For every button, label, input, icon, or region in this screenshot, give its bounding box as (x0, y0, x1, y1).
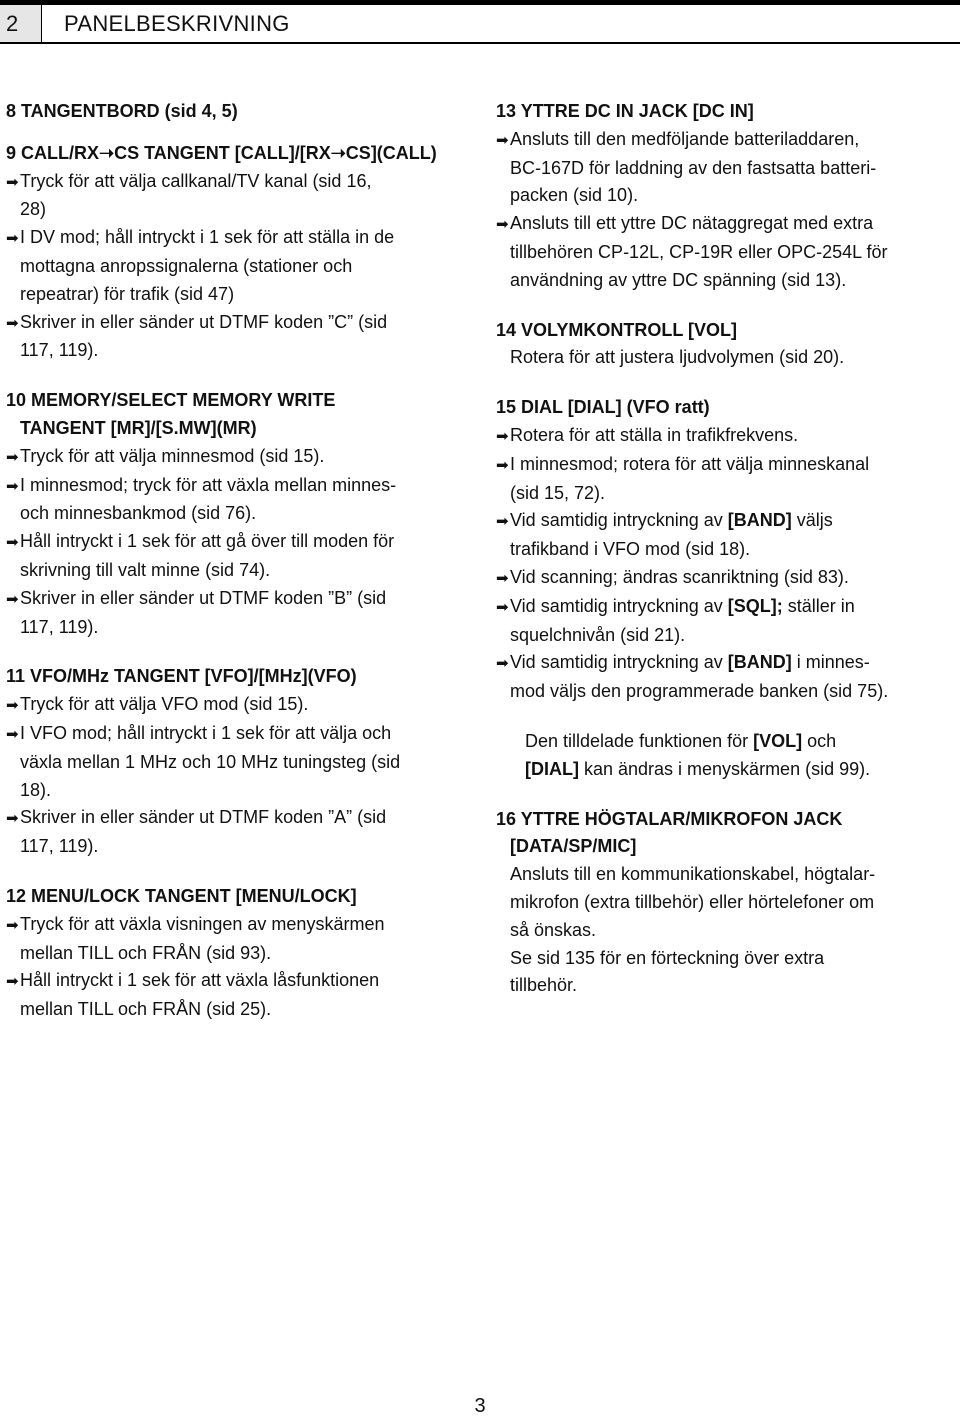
bullet-continuation: 117, 119). (20, 340, 99, 361)
section-15 (496, 394, 958, 783)
bullet-continuation: växla mellan 1 MHz och 10 MHz tuningsteg (sid (20, 751, 401, 772)
section-14 (496, 317, 958, 373)
bullet-continuation: BC-167D för laddning av den fastsatta batteri- (510, 157, 877, 178)
section-text: Ansluts till en kommunikationskabel, högtalar- (510, 864, 876, 885)
arrow-right-icon: ➡ (496, 456, 509, 474)
bullet-item: ➡Vid scanning; ändras scanriktning (sid 83). (496, 564, 958, 593)
arrow-right-icon: ➡ (6, 973, 19, 991)
arrow-right-icon: ➡ (496, 216, 509, 234)
bullet-continuation: 117, 119). (20, 616, 99, 637)
section-title: 14 VOLYMKONTROLL [VOL] (496, 319, 738, 340)
section-title: 13 YTTRE DC IN JACK [DC IN] (496, 101, 754, 121)
arrow-right-icon: ➡ (6, 590, 19, 608)
bullet-continuation: 117, 119). (20, 836, 99, 857)
section-16 (496, 806, 958, 1001)
arrow-right-icon: ➡ (496, 598, 509, 616)
section-title: 16 YTTRE HÖGTALAR/MIKROFON JACK (496, 808, 843, 829)
arrow-right-icon: ➡ (6, 534, 19, 552)
section-title: 11 VFO/MHz TANGENT [VFO]/[MHz](VFO) (6, 666, 357, 687)
section-12 (6, 883, 470, 1024)
chapter-header (0, 0, 960, 44)
bullet-continuation: mod väljs den programmerade banken (sid 75). (510, 681, 889, 702)
section-title: [DATA/SP/MIC] (510, 836, 637, 857)
bullet-continuation: (sid 15, 72). (510, 482, 606, 503)
bullet-item: ➡Vid samtidig intryckning av [SQL]; ställer in (496, 593, 958, 622)
section-title: 10 MEMORY/SELECT MEMORY WRITE (6, 390, 336, 411)
bullet-item: ➡Tryck för att växla visningen av menyskärmen (6, 911, 470, 940)
section-title: 8 TANGENTBORD (sid 4, 5) (6, 101, 238, 121)
arrow-right-icon: ➡ (6, 810, 19, 828)
note: [DIAL] kan ändras i menyskärmen (sid 99). (525, 758, 871, 779)
bullet-continuation: tillbehören CP-12L, CP-19R eller OPC-254L för (510, 241, 888, 262)
arrow-right-icon: ➡ (6, 725, 19, 743)
bullet-item: ➡Vid samtidig intryckning av [BAND] väljs (496, 507, 958, 536)
bullet-item: ➡Håll intryckt i 1 sek för att växla låsfunktionen (6, 967, 470, 996)
arrow-right-icon: ➡ (496, 655, 509, 673)
chapter-number: 2 (0, 5, 42, 42)
bullet-item: ➡Tryck för att välja VFO mod (sid 15). (6, 691, 470, 720)
bullet-item: ➡I minnesmod; tryck för att växla mellan minnes- (6, 472, 470, 501)
section-title: 12 MENU/LOCK TANGENT [MENU/LOCK] (6, 885, 357, 906)
bullet-continuation: mottagna anropssignalerna (stationer och (20, 255, 353, 276)
bullet-item: ➡Ansluts till den medföljande batteriladdaren, (496, 126, 958, 155)
arrow-right-icon: ➡ (496, 513, 509, 531)
section-10 (6, 387, 470, 641)
arrow-right-icon: ➡ (6, 230, 19, 248)
section-8 (6, 98, 470, 126)
bullet-continuation: 18). (20, 779, 52, 800)
page-number: 3 (474, 1395, 486, 1417)
arrow-right-icon: ➡ (496, 427, 509, 445)
bullet-item: ➡Skriver in eller sänder ut DTMF koden ”A” (sid (6, 804, 470, 833)
bullet-item: ➡Skriver in eller sänder ut DTMF koden ”C” (sid (6, 309, 470, 338)
bullet-continuation: och minnesbankmod (sid 76). (20, 503, 257, 524)
bullet-continuation: repeatrar) för trafik (sid 47) (20, 283, 235, 304)
section-text: mikrofon (extra tillbehör) eller hörtelefoner om (510, 891, 875, 912)
bullet-continuation: 28) (20, 199, 47, 220)
bullet-continuation: skrivning till valt minne (sid 74). (20, 559, 271, 580)
bullet-item: ➡Ansluts till ett yttre DC nätaggregat med extra (496, 210, 958, 239)
bullet-continuation: mellan TILL och FRÅN (sid 93). (20, 942, 272, 963)
bullet-item: ➡I VFO mod; håll intryckt i 1 sek för att välja och (6, 720, 470, 749)
section-title: 9 CALL/RX➝CS TANGENT [CALL]/[RX➝CS](CALL) (6, 142, 437, 163)
section-text: Se sid 135 för en förteckning över extra (510, 947, 825, 968)
bullet-item: ➡I minnesmod; rotera för att välja minneskanal (496, 451, 958, 480)
arrow-right-icon: ➡ (6, 916, 19, 934)
arrow-right-icon: ➡ (6, 314, 19, 332)
section-text: tillbehör. (510, 975, 578, 996)
section-title: 15 DIAL [DIAL] (VFO ratt) (496, 397, 710, 418)
bullet-continuation: trafikband i VFO mod (sid 18). (510, 539, 751, 560)
arrow-right-icon: ➡ (6, 448, 19, 466)
arrow-right-icon: ➡ (6, 173, 19, 191)
bullet-item: ➡Tryck för att välja callkanal/TV kanal (sid 16, (6, 168, 470, 197)
bullet-continuation: packen (sid 10). (510, 185, 639, 206)
bullet-item: ➡Håll intryckt i 1 sek för att gå över till moden för (6, 528, 470, 557)
section-9 (6, 140, 470, 365)
bullet-item: ➡Rotera för att ställa in trafikfrekvens. (496, 422, 958, 451)
note: Den tilldelade funktionen för [VOL] och (525, 730, 837, 751)
bullet-continuation: användning av yttre DC spänning (sid 13). (510, 269, 847, 290)
chapter-title: PANELBESKRIVNING (64, 11, 290, 36)
bullet-continuation: mellan TILL och FRÅN (sid 25). (20, 999, 272, 1020)
bullet-item: ➡I DV mod; håll intryckt i 1 sek för att ställa in de (6, 224, 470, 253)
section-11 (6, 663, 470, 861)
arrow-right-icon: ➡ (6, 477, 19, 495)
arrow-right-icon: ➡ (6, 697, 19, 715)
bullet-item: ➡Tryck för att välja minnesmod (sid 15). (6, 443, 470, 472)
bullet-item: ➡Skriver in eller sänder ut DTMF koden ”B” (sid (6, 585, 470, 614)
section-text: Rotera för att justera ljudvolymen (sid 20). (510, 347, 845, 368)
left-column (6, 98, 470, 1024)
section-text: så önskas. (510, 919, 597, 940)
bullet-continuation: squelchnivån (sid 21). (510, 624, 686, 645)
section-13 (496, 98, 958, 295)
section-title: TANGENT [MR]/[S.MW](MR) (20, 417, 257, 438)
right-column (496, 98, 958, 1000)
bullet-item: ➡Vid samtidig intryckning av [BAND] i minnes- (496, 649, 958, 678)
arrow-right-icon: ➡ (496, 131, 509, 149)
arrow-right-icon: ➡ (496, 569, 509, 587)
